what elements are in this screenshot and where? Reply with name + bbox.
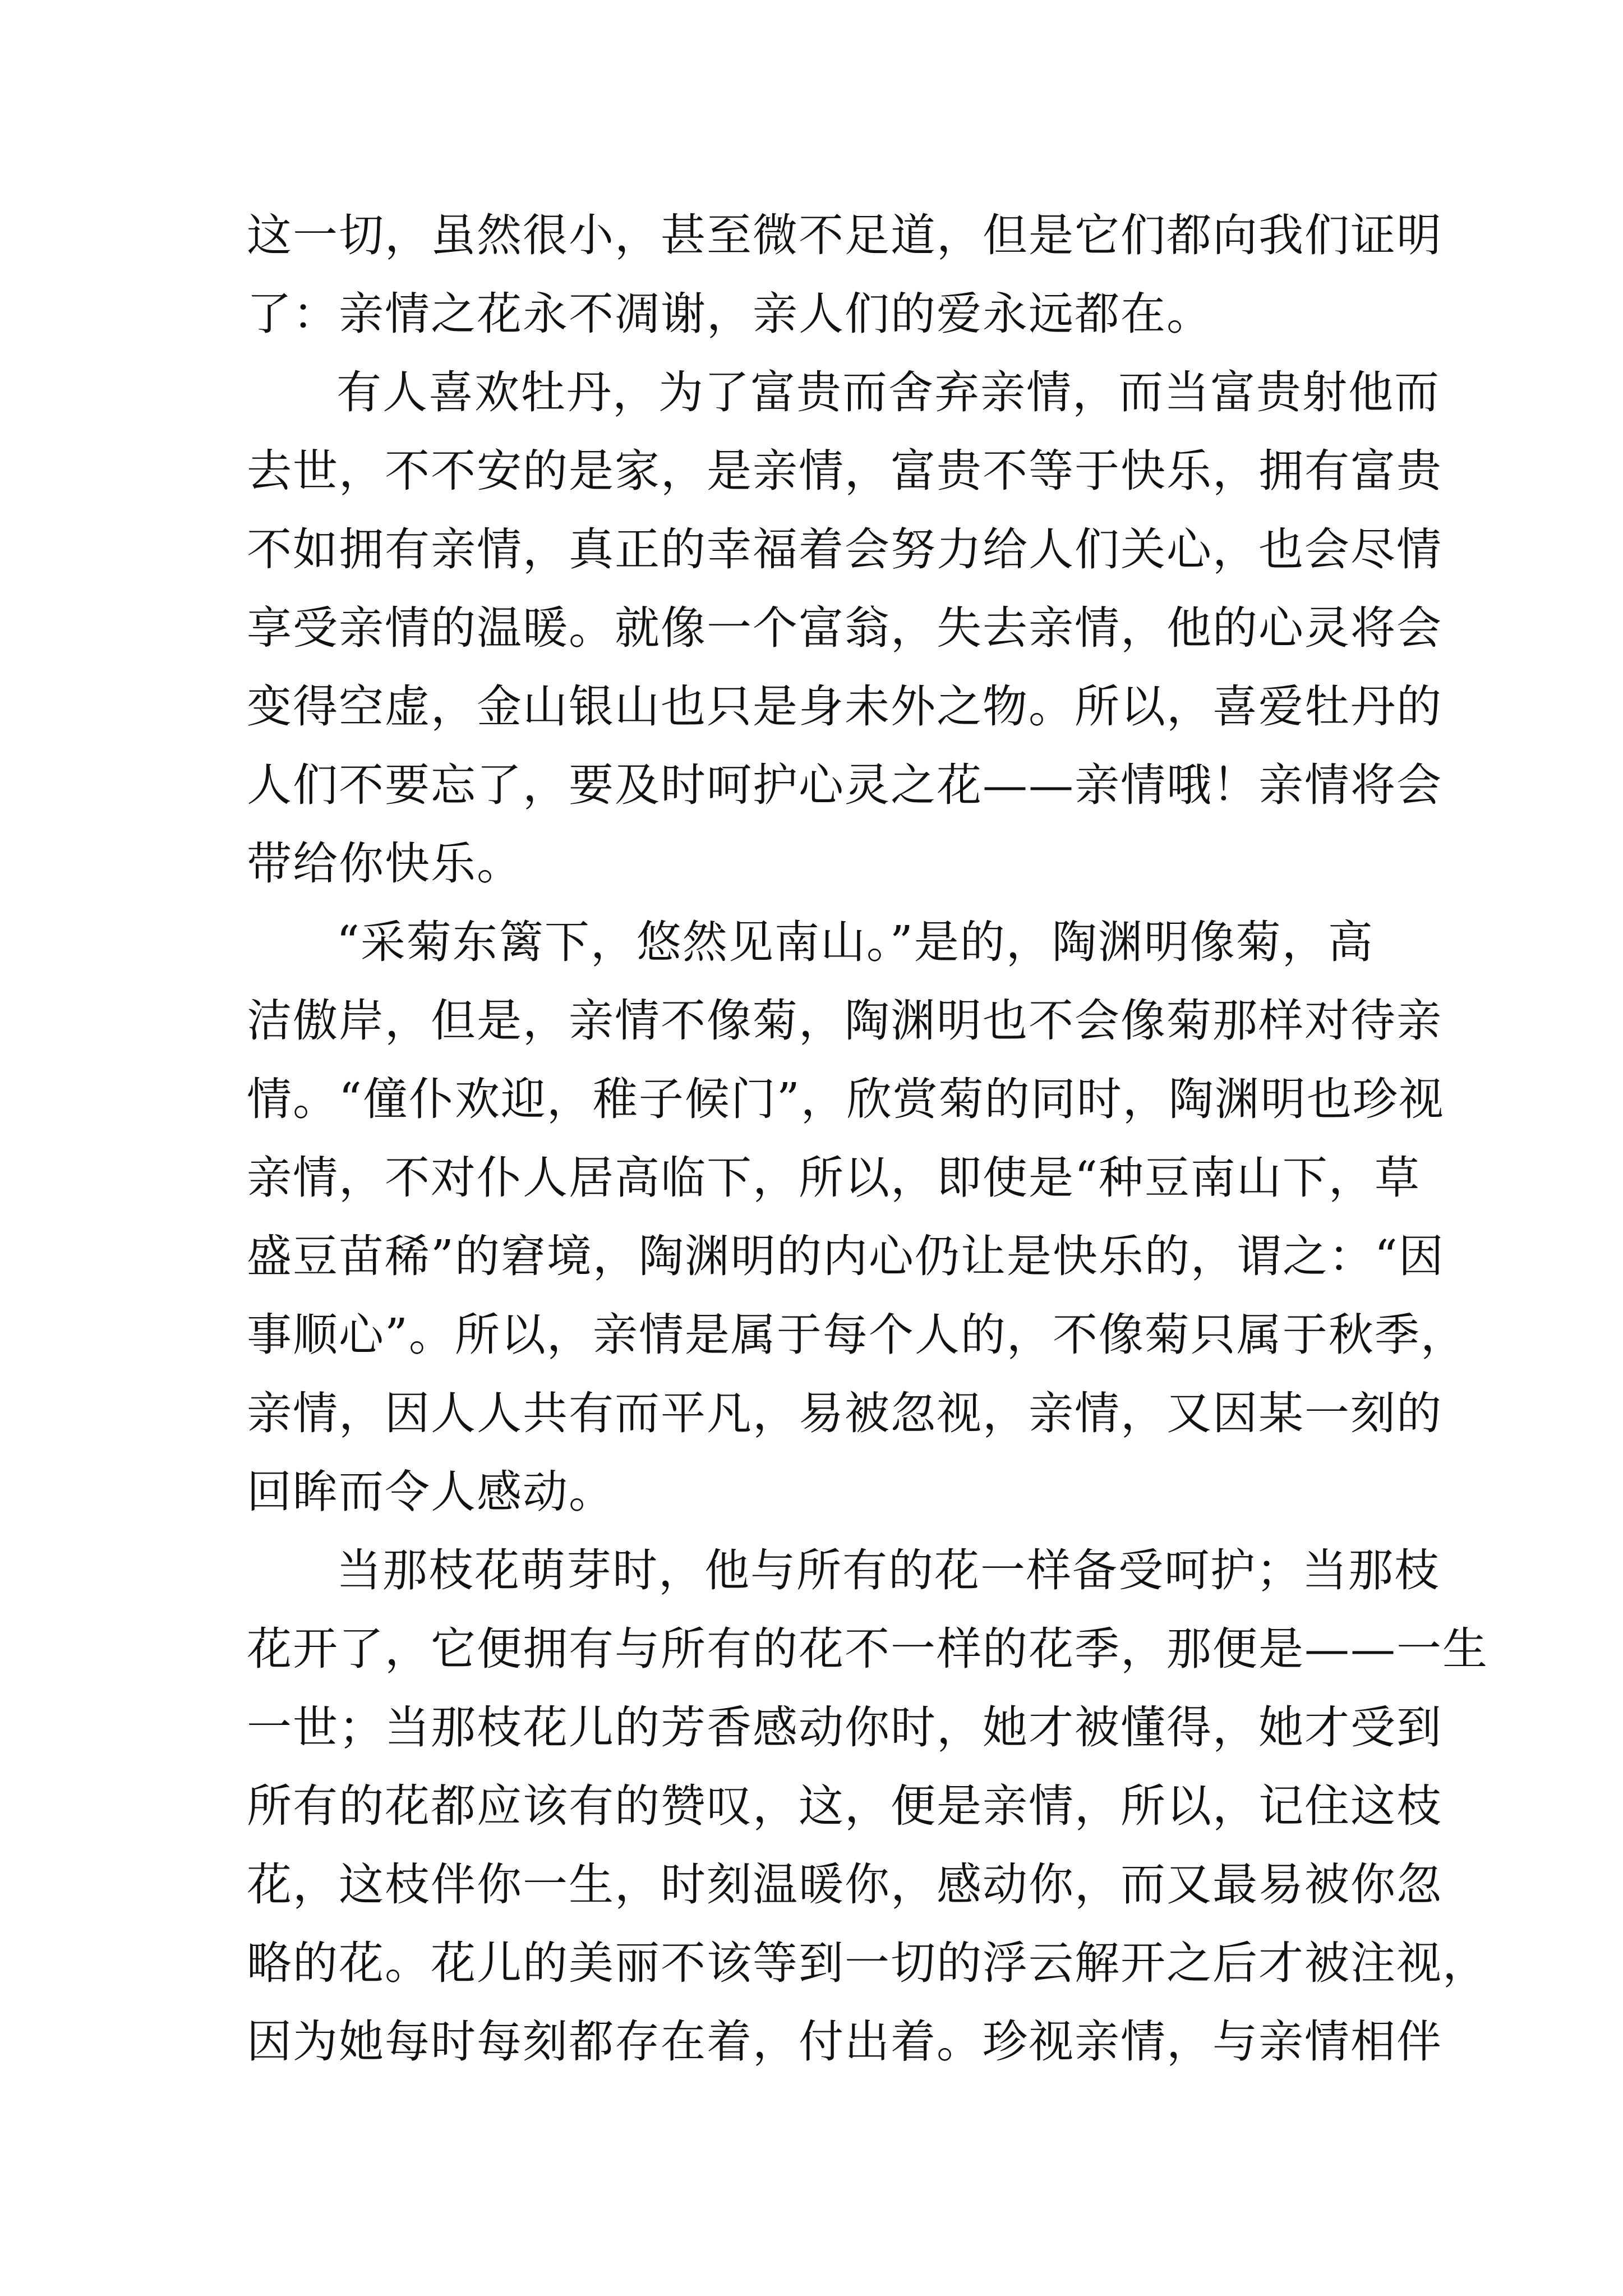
text-line: 变得空虚，金山银山也只是身未外之物。所以，喜爱牡丹的: [247, 680, 1442, 733]
text-line: 去世，不不安的是家，是亲情，富贵不等于快乐，拥有富贵: [247, 445, 1442, 497]
document-body: [247, 196, 1488, 2081]
text-line: 事顺心”。所以，亲情是属于每个人的，不像菊只属于秋季，: [247, 1309, 1467, 1361]
paragraph-start-line: “采菊东篱下，悠然见南山。”是的，陶渊明像菊，高: [336, 916, 1374, 968]
paragraph-start-line: 有人喜欢牡丹，为了富贵而舍弃亲情，而当富贵射他而: [336, 366, 1440, 418]
text-line: 享受亲情的温暖。就像一个富翁，失去亲情，他的心灵将会: [247, 602, 1442, 654]
text-line: 带给你快乐。: [247, 838, 523, 890]
text-line: 不如拥有亲情，真正的幸福着会努力给人们关心，也会尽情: [247, 523, 1442, 576]
text-line: 情。“僮仆欢迎，稚子候门”，欣赏菊的同时，陶渊明也珍视: [247, 1073, 1445, 1125]
text-line: 花开了，它便拥有与所有的花不一样的花季，那便是——一生: [247, 1623, 1488, 1675]
text-line: 所有的花都应该有的赞叹，这，便是亲情，所以，记住这枝: [247, 1780, 1442, 1832]
text-line: 花，这枝伴你一生，时刻温暖你，感动你，而又最易被你忽: [247, 1858, 1442, 1911]
text-line: 人们不要忘了，要及时呵护心灵之花——亲情哦！亲情将会: [247, 759, 1442, 811]
text-line: 了：亲情之花永不凋谢，亲人们的爱永远都在。: [247, 288, 1212, 340]
text-line: 一世；当那枝花儿的芳香感动你时，她才被懂得，她才受到: [247, 1701, 1442, 1754]
text-line: 略的花。花儿的美丽不该等到一切的浮云解开之后才被注视，: [247, 1937, 1488, 1989]
text-line: 亲情，不对仆人居高临下，所以，即使是“种豆南山下，草: [247, 1152, 1421, 1204]
text-line: 因为她每时每刻都存在着，付出着。珍视亲情，与亲情相伴: [247, 2016, 1442, 2068]
text-line: 回眸而令人感动。: [247, 1466, 615, 1518]
text-line: 亲情，因人人共有而平凡，易被忽视，亲情，又因某一刻的: [247, 1387, 1442, 1439]
text-line: 盛豆苗稀”的窘境，陶渊明的内心仍让是快乐的，谓之：“因: [247, 1230, 1445, 1282]
paragraph-start-line: 当那枝花萌芽时，他与所有的花一样备受呵护；当那枝: [336, 1544, 1440, 1596]
text-line: 洁傲岸，但是，亲情不像菊，陶渊明也不会像菊那样对待亲: [247, 995, 1442, 1047]
text-line: 这一切，虽然很小，甚至微不足道，但是它们都向我们证明: [247, 209, 1442, 261]
